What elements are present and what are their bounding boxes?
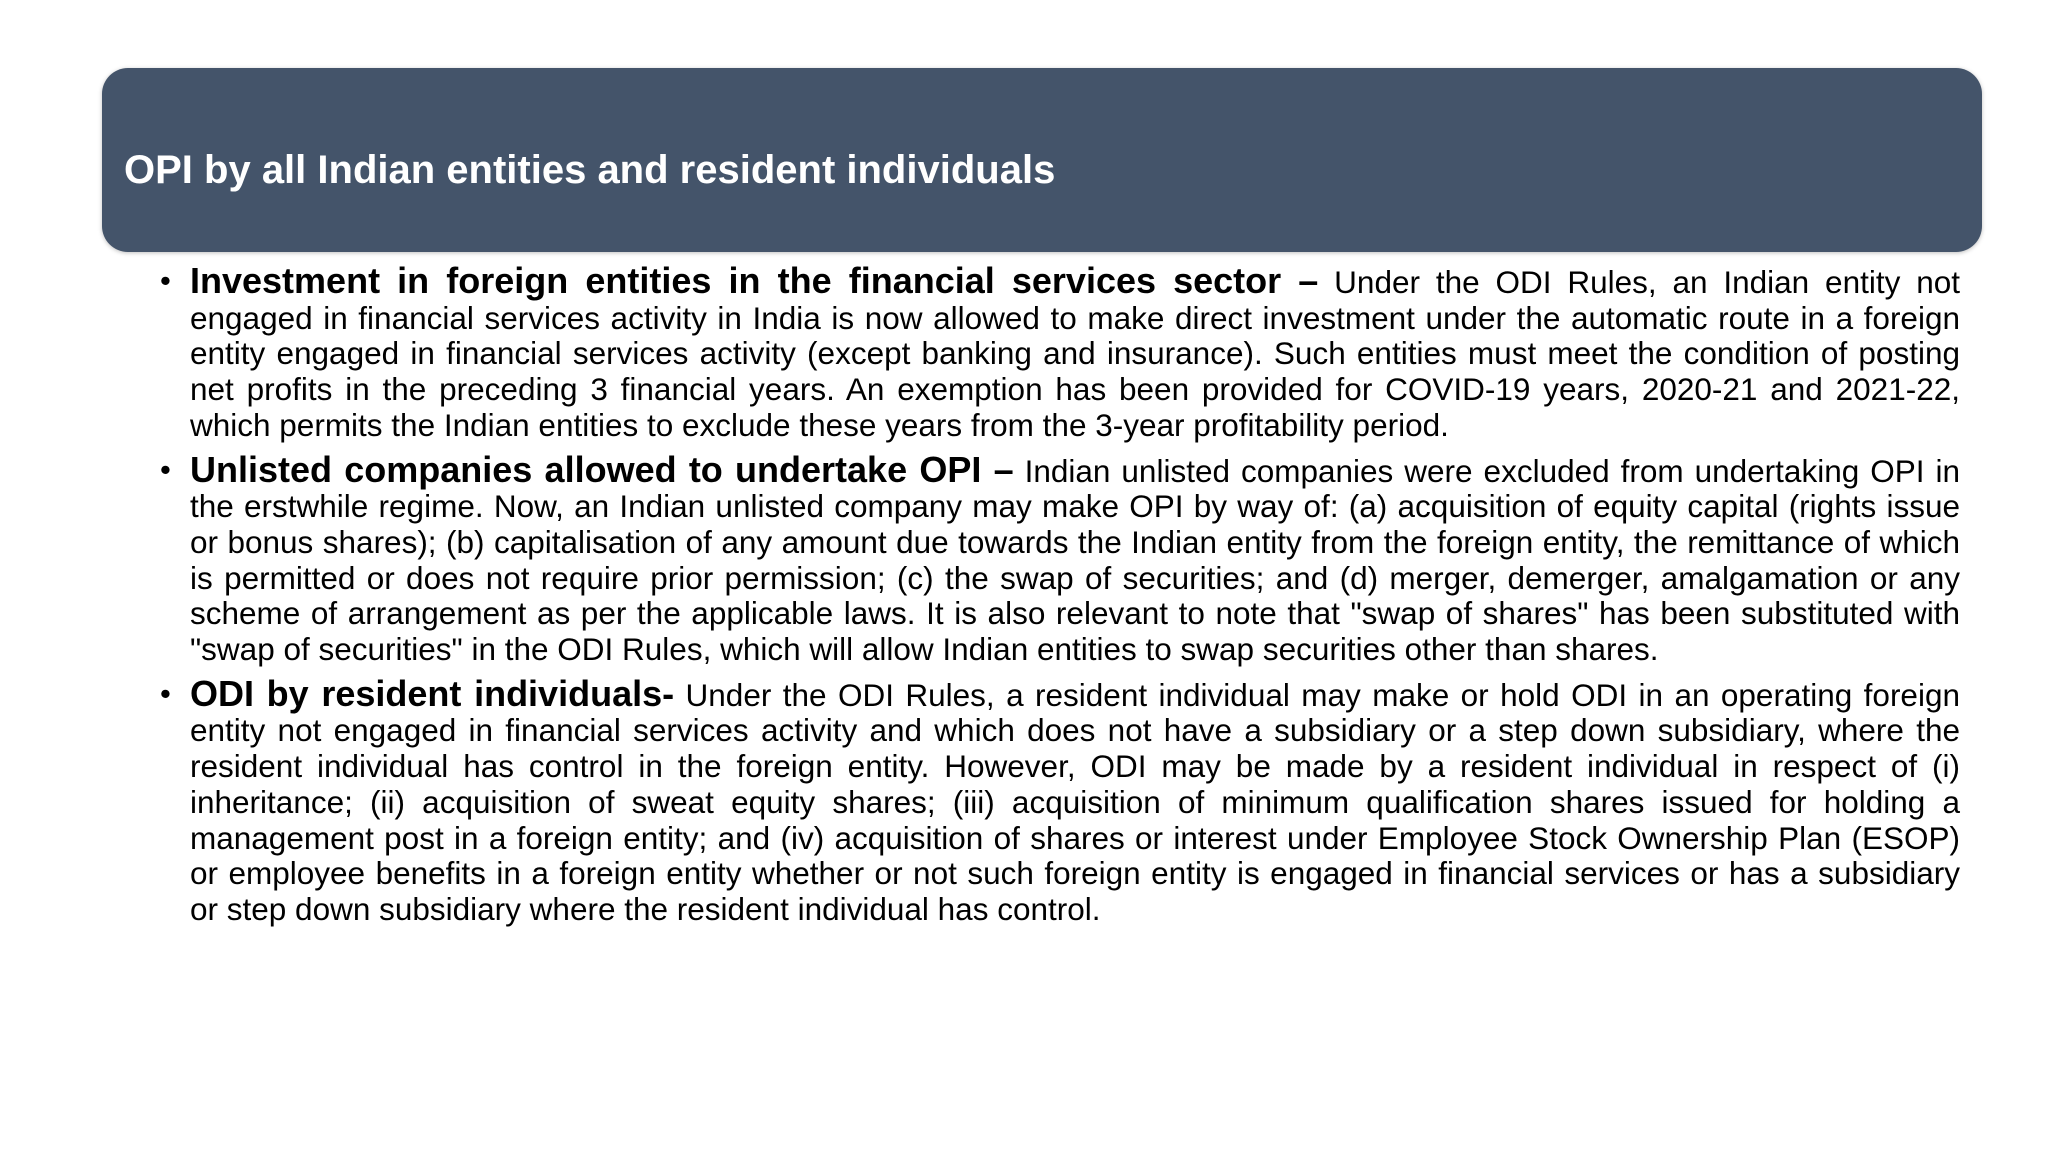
bullet-dot-icon: • [160,263,171,298]
bullet-body: Indian unlisted companies were excluded from undertaking OPI in the erstwhile regime. Now, an Indian unlisted company may make OPI by way of: (a) acquisition of equity capital (rights issue or bonus shares); (b) capitalisation of any amount due towards the Indian entity from the foreign entity, the remittance of which is permitted or does not require prior permission; (c) the swap of securities; and (d) merger, demerger, amalgamation or any scheme of arrangement as per the applicable laws. It is also relevant to note that "swap of shares" has been substituted with "swap of securities" in the ODI Rules, which will allow Indian entities to swap securities other than shares. [190,452,1960,668]
bullet-dot-icon: • [160,675,171,711]
slide-title: OPI by all Indian entities and resident individuals [124,148,1056,192]
bullet-body: Under the ODI Rules, a resident individual may make or hold ODI in an operating foreign entity not engaged in financial services activity and which does not have a subsidiary or a step down subsidiary, where the resident individual has control in the foreign entity. However, ODI may be made by a resident individual in respect of (i) inheritance; (ii) acquisition of sweat equity shares; (iii) acquisition of minimum qualification shares issued for holding a management post in a foreign entity; and (iv) acquisition of shares or interest under Employee Stock Ownership Plan (ESOP) or employee benefits in a foreign entity whether or not such foreign entity is engaged in financial services or has a subsidiary or step down subsidiary where the resident individual has control. [190,676,1960,927]
bullet-dot-icon: • [160,451,171,487]
bullet-body: Under the ODI Rules, an Indian entity not engaged in financial services activity in India is now allowed to make direct investment under the automatic route in a foreign entity engaged in financial services activity (except banking and insurance). Such entities must meet the condition of posting net profits in the preceding 3 financial years. An exemption has been provided for COVID-19 years, 2020-21 and 2021-22, which permits the Indian entities to exclude these years from the 3-year profitability period. [190,264,1960,443]
bullet-item-unlisted-companies [160,448,1960,668]
bullet-heading: ODI by resident individuals- [190,672,675,714]
bullet-list [160,260,1960,936]
bullet-item-financial-services [160,260,1960,444]
bullet-heading: Investment in foreign entities in the financial services sector – [190,260,1319,301]
bullet-heading: Unlisted companies allowed to undertake OPI – [190,448,1014,490]
bullet-item-resident-individuals [160,672,1960,928]
